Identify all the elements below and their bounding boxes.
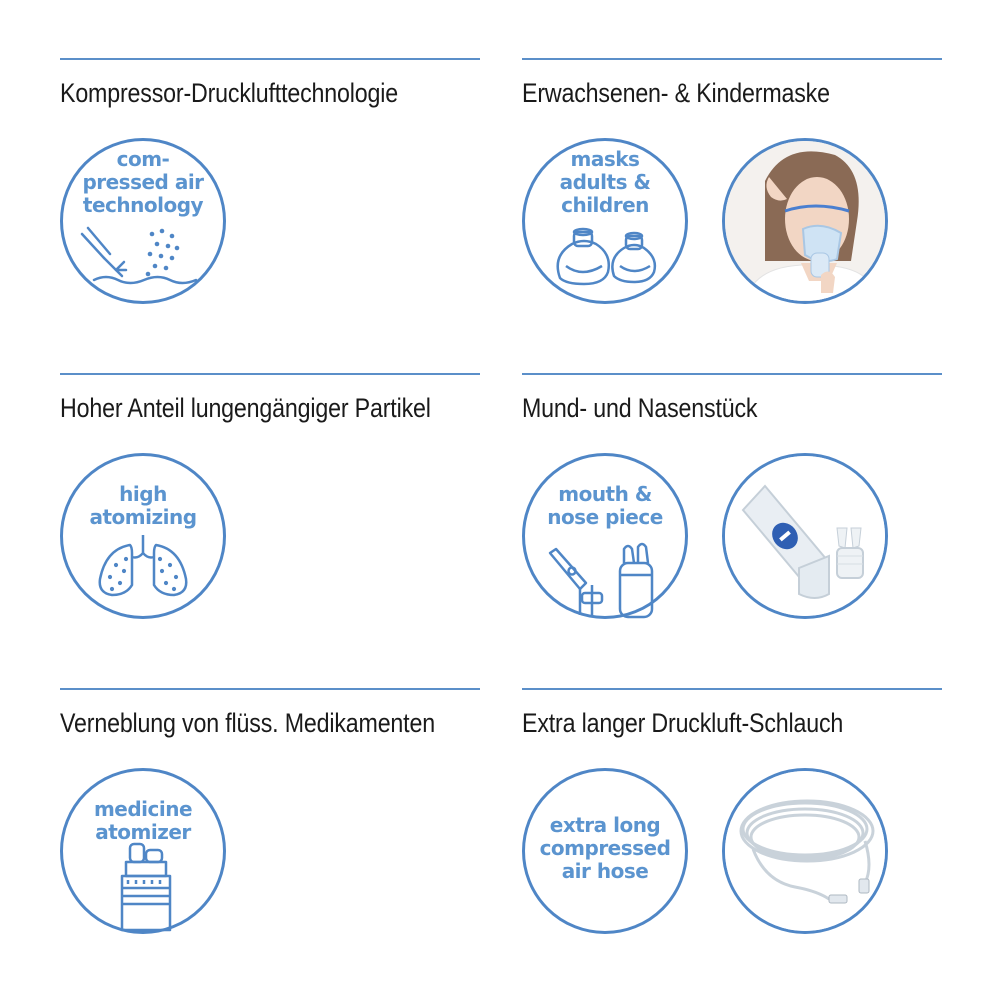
woman-mask-image [725, 141, 885, 301]
feature-compressor [60, 58, 480, 358]
feature-heading: Verneblung von flüss. Medikamenten [60, 708, 435, 738]
divider [522, 373, 942, 375]
badge-text: com- pressed air technology [82, 147, 204, 217]
medicine-atomizer-badge [60, 768, 226, 934]
badge-text: high atomizing [89, 482, 197, 529]
high-atomizing-badge [60, 453, 226, 619]
feature-heading: Extra langer Druckluft-Schlauch [522, 708, 844, 738]
badge-text: extra long compressed air hose [539, 813, 671, 883]
badge-text: mouth & nose piece [547, 482, 663, 529]
divider [60, 688, 480, 690]
air-hose-photo [722, 768, 888, 934]
air-hose-badge [522, 768, 688, 934]
feature-medicine-atomizer [60, 688, 480, 988]
lungs-icon [60, 453, 226, 619]
masks-icon [522, 138, 688, 304]
divider [522, 58, 942, 60]
woman-wearing-mask-photo [722, 138, 888, 304]
masks-badge [522, 138, 688, 304]
mouth-nose-piece-badge [522, 453, 688, 619]
divider [60, 373, 480, 375]
feature-mouth-nose-piece [522, 373, 942, 673]
feature-high-atomizing [60, 373, 480, 673]
air-hose-image [725, 771, 885, 931]
compressed-air-icon [60, 138, 226, 304]
divider [60, 58, 480, 60]
compressed-air-badge [60, 138, 226, 304]
mouthpiece-image [725, 456, 885, 616]
feature-masks [522, 58, 942, 358]
feature-heading: Mund- und Nasenstück [522, 393, 758, 423]
feature-heading: Erwachsenen- & Kindermaske [522, 78, 830, 108]
mouth-nose-piece-icon [522, 453, 688, 619]
badge-text: masks adults & children [559, 147, 651, 217]
divider [522, 688, 942, 690]
feature-heading: Kompressor-Drucklufttechnologie [60, 78, 398, 108]
mouthpiece-and-nosepiece-photo [722, 453, 888, 619]
feature-air-hose [522, 688, 942, 988]
feature-heading: Hoher Anteil lungengängiger Partikel [60, 393, 431, 423]
badge-text: medicine atomizer [93, 797, 193, 844]
nebulizer-icon [60, 768, 226, 934]
